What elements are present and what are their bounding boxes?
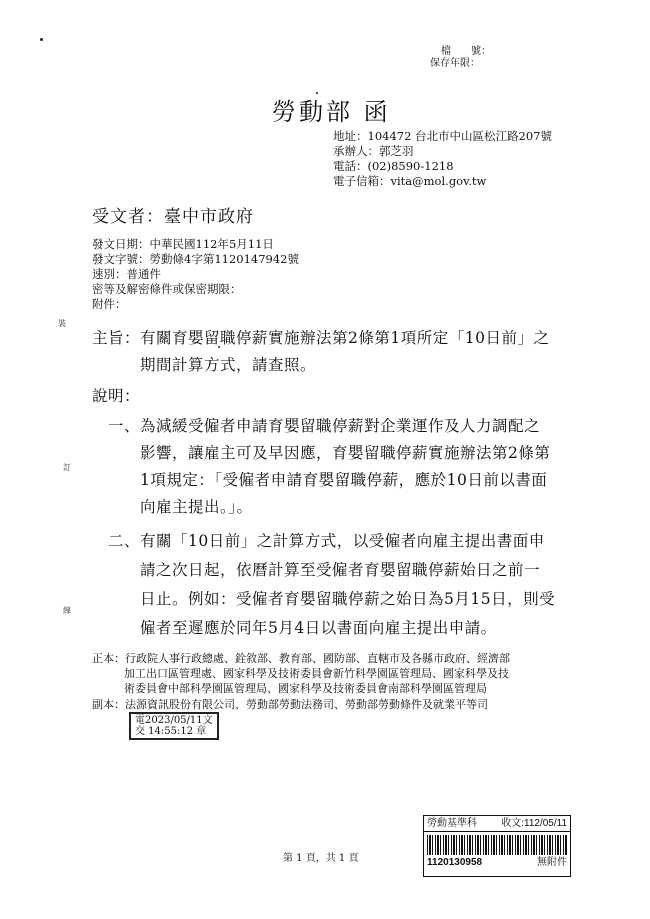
barcode	[427, 835, 567, 855]
explanation-item-1-line-1: 一、為減緩受僱者申請育嬰留職停薪對企業運作及人力調配之	[108, 417, 541, 435]
recipient: 受文者：臺中市政府	[92, 207, 254, 227]
page-number: 第 1 頁，共 1 頁	[283, 853, 359, 864]
explanation-item-2-line-1: 二、有關「10日前」之計算方式，以受僱者向雇主提出書面申	[108, 532, 545, 550]
cut-margin-mark: 訂	[63, 463, 71, 472]
file-number-label: 檔 號：	[441, 46, 491, 57]
sender-phone: 電話：(02)8590-1218	[333, 159, 454, 173]
explanation-item-1-line-3: 1項規定：「受僱者申請育嬰留職停薪，應於10日前以書面	[140, 471, 548, 489]
explanation-item-1-line-2: 影響，讓雇主可及早因應，育嬰留職停薪實施辦法第2條第	[140, 444, 551, 462]
receipt-footer	[424, 857, 570, 869]
original-recipients-line-3: 術委員會中部科學園區管理局、國家科學及技術委員會南部科學園區管理局	[124, 682, 487, 695]
original-recipients-line-2: 加工出口區管理處、國家科學及技術委員會新竹科學園區管理局、國家科學及技	[124, 667, 509, 680]
explanation-item-2-line-3: 日止。例如：受僱者育嬰留職停薪之始日為5月15日，則受	[140, 590, 556, 608]
document-number: 發文字號：勞動條4字第1120147942號	[92, 252, 299, 266]
receipt-date: 收文:112/05/11	[501, 818, 567, 829]
issue-date: 發文日期：中華民國112年5月11日	[92, 237, 274, 251]
secrecy-level: 密等及解密條件或保密期限：	[92, 282, 242, 296]
explanation-item-1-line-4: 向雇主提出。」。	[140, 498, 253, 516]
subject-line-2: 期間計算方式，請查照。	[140, 356, 317, 374]
sender-email: 電子信箱：vita@mol.gov.tw	[333, 174, 487, 188]
attachment: 附件：	[92, 297, 127, 311]
receipt-unit: 勞動基準科	[427, 818, 477, 829]
line-margin-mark: 線	[63, 606, 71, 615]
explanation-item-2-line-2: 請之次日起，依曆計算至受僱者育嬰留職停薪始日之前一	[140, 561, 541, 579]
attachment-note: 無附件	[537, 857, 567, 868]
original-recipients-line-1: 正本：行政院人事行政總處、銓敘部、教育部、國防部、直轄市及各縣市政府、經濟部	[92, 652, 510, 665]
delivery-speed: 速別：普通件	[92, 267, 161, 281]
electronic-exchange-stamp	[129, 712, 219, 740]
sender-contact: 承辦人：郭芝羽	[333, 144, 414, 158]
retention-period-label: 保存年限：	[430, 58, 480, 69]
explanation-label: 說明：	[92, 387, 141, 405]
stamp-top-text: 電2023/05/11文	[135, 715, 213, 726]
sender-address: 地址：104472 台北市中山區松江路207號	[333, 129, 553, 143]
subject-line-1: 主旨：有關育嬰留職停薪實施辦法第2條第1項所定「10日前」之	[92, 329, 550, 347]
stamp-bottom-text: 交 14:55:12 章	[135, 726, 207, 737]
explanation-item-2-line-4: 僱者至遲應於同年5月4日以書面向雇主提出申請。	[140, 619, 497, 637]
copy-recipients-line-1: 副本：法源資訊股份有限公司、勞動部勞動法務司、勞動部勞動條件及就業平等司	[92, 698, 488, 711]
receipt-header	[424, 816, 570, 832]
barcode-number: 1120130958	[427, 857, 483, 868]
scan-speck	[40, 38, 43, 41]
document-title: 勞動部 函	[272, 98, 391, 126]
receipt-barcode-block	[423, 815, 571, 877]
binding-margin-mark: 裝	[58, 319, 66, 328]
